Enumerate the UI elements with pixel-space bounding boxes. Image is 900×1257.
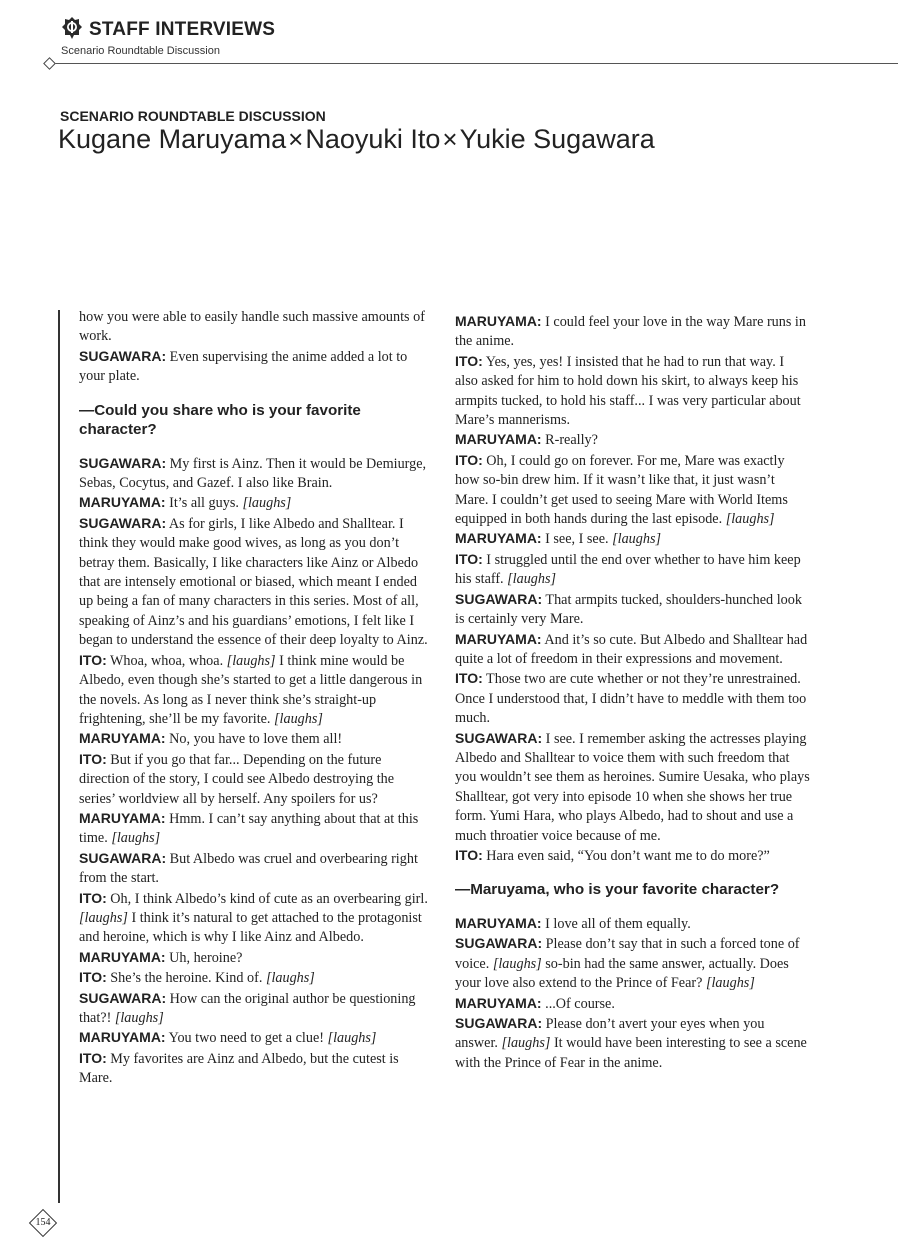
dialogue-line: [79, 651, 429, 730]
speaker-name: ITO:: [79, 889, 107, 906]
dialogue-line: [79, 948, 429, 968]
speaker-name: ITO:: [79, 651, 107, 668]
stage-direction: [laughs]: [725, 511, 775, 528]
dialogue-text: Yes, yes, yes! I insisted that he had to run that way. I also asked for him to hold down his skirt, to always keep his armpits tucked, to hold his staff... I was very particular about Mare’s mannerisms.: [455, 353, 801, 429]
speaker-name: ITO:: [79, 969, 107, 986]
speaker-name: SUGAWARA:: [79, 989, 167, 1006]
speaker-name: ITO:: [79, 1049, 107, 1066]
column-rule: [58, 310, 60, 1203]
speaker-name: MARUYAMA:: [79, 730, 166, 747]
speaker-name: SUGAWARA:: [79, 849, 167, 866]
dialogue-line: [79, 514, 429, 651]
dialogue-line: [79, 454, 429, 494]
dialogue-text: But Albedo was cruel and overbearing right from the start.: [79, 850, 418, 887]
dialogue-text: how you were able to easily handle such massive amounts of work.: [79, 309, 425, 345]
left-column: [79, 308, 429, 1089]
dialogue-line: [79, 989, 429, 1029]
diamond-ornament-icon: [43, 57, 56, 70]
dialogue-line: [455, 630, 810, 670]
stage-direction: [laughs]: [705, 975, 755, 992]
dialogue-line: [455, 451, 810, 530]
dialogue-line: [455, 1014, 810, 1073]
dialogue-line: [79, 347, 429, 387]
stage-direction: [laughs]: [242, 495, 292, 512]
stage-direction: [laughs]: [501, 1035, 551, 1052]
dialogue-line: [455, 846, 810, 866]
speaker-name: SUGAWARA:: [455, 729, 543, 746]
dialogue-line: [455, 994, 810, 1014]
interview-question: —Could you share who is your favorite character?: [79, 401, 361, 439]
stage-direction: [laughs]: [111, 830, 161, 847]
dialogue-text: She’s the heroine. Kind of.: [106, 970, 266, 987]
interview-question: —Maruyama, who is your favorite character?: [455, 881, 780, 899]
dialogue-text: It would have been interesting to see a scene with the Prince of Fear in the anime.: [455, 1035, 807, 1071]
speaker-name: MARUYAMA:: [455, 431, 542, 448]
dialogue-text: R-really?: [541, 432, 598, 449]
dialogue-text: I love all of them equally.: [541, 915, 691, 932]
stage-direction: [laughs]: [265, 970, 315, 987]
dialogue-line: [79, 750, 429, 809]
dialogue-text: Even supervising the anime added a lot to your plate.: [79, 348, 408, 385]
dialogue-text: Those two are cute whether or not they’re unrestrained. Once I understood that, I didn’t have to meddle with them too much.: [455, 671, 807, 727]
dialogue-line: [79, 849, 429, 889]
dialogue-text: I see. I remember asking the actresses playing Albedo and Shalltear to voice them with such freedom that you wouldn’t see them as heroines. Sumire Uesaka, who plays Shalltear, got very into episode 10 when she shows her true form. Yumi Hara, who plays Albedo, had to shout and use a much throatier voice because of me.: [455, 730, 810, 844]
dialogue-line: [455, 669, 810, 728]
dialogue-text: so-bin had the same answer, actually. Does your love also extend to the Prince of Fear?: [455, 955, 789, 992]
article-kicker: SCENARIO ROUNDTABLE DISCUSSION: [60, 108, 326, 124]
stage-direction: [laughs]: [274, 710, 323, 727]
page-number: 154: [35, 1217, 51, 1228]
stage-direction: [laughs]: [327, 1030, 377, 1047]
speaker-name: SUGAWARA:: [455, 1014, 543, 1031]
speaker-name: ITO:: [455, 352, 483, 369]
dialogue-line: [455, 914, 810, 934]
dialogue-text: It’s all guys.: [165, 495, 243, 512]
dialogue-line: [79, 729, 429, 749]
dialogue-line: [79, 968, 429, 988]
speaker-name: SUGAWARA:: [455, 590, 543, 607]
participant-name: Kugane Maruyama: [58, 124, 287, 154]
dialogue-line: [455, 430, 810, 450]
dialogue-text: My first is Ainz. Then it would be Demiurge, Sebas, Cocytus, and Gazef. I also like Brain.: [79, 455, 427, 492]
dialogue-text: Please don’t avert your eyes when you answer.: [455, 1015, 765, 1052]
speaker-name: SUGAWARA:: [79, 514, 167, 531]
dialogue-text: ...Of course.: [541, 995, 615, 1012]
dialogue-text: I struggled until the end over whether to have him keep his staff.: [455, 551, 801, 588]
cross-separator-icon: ×: [288, 124, 304, 154]
speaker-name: MARUYAMA:: [455, 630, 542, 647]
guild-crest-icon: [60, 16, 84, 40]
dialogue-text: As for girls, I like Albedo and Shalltear. I think they would make good wives, as long as you don’t betray them. Basically, I like characters like Ainz or Albedo that are intensely emotional or biased, which meant I ended up being a fan of many characters in this series. Most of all, speaking of Ainz’s and his guardians’ emotions, I felt like I began to understand the essence of their deep loyalty to Ainz.: [79, 515, 428, 649]
dialogue-line: [79, 1049, 429, 1089]
dialogue-line: [455, 529, 810, 549]
speaker-name: ITO:: [455, 846, 483, 863]
speaker-name: MARUYAMA:: [79, 948, 166, 965]
speaker-name: MARUYAMA:: [79, 494, 166, 511]
speaker-name: MARUYAMA:: [455, 994, 542, 1011]
dialogue-line: [455, 352, 810, 431]
speaker-name: SUGAWARA:: [455, 935, 543, 952]
dialogue-line: [455, 312, 810, 352]
dialogue-text: That armpits tucked, shoulders-hunched look is certainly very Mare.: [455, 591, 802, 628]
speaker-name: MARUYAMA:: [79, 1029, 166, 1046]
right-column: [455, 312, 810, 1073]
dialogue-text: Oh, I think Albedo’s kind of cute as an overbearing girl.: [106, 890, 428, 907]
dialogue-text: I could feel your love in the way Mare runs in the anime.: [455, 314, 806, 350]
speaker-name: SUGAWARA:: [79, 454, 167, 471]
dialogue-text: Hmm. I can’t say anything about that at this time.: [79, 810, 419, 847]
header-divider: [50, 63, 898, 64]
participant-name: Naoyuki Ito: [305, 124, 441, 154]
speaker-name: MARUYAMA:: [455, 313, 542, 329]
text-paragraph: [79, 308, 429, 347]
dialogue-text: But if you go that far... Depending on the future direction of the story, I could see Albedo destroying the series’ worldview all by herself. Any spoilers for us?: [79, 751, 395, 807]
speaker-name: ITO:: [455, 451, 483, 468]
dialogue-line: [455, 934, 810, 993]
stage-direction: [laughs]: [114, 1010, 164, 1026]
dialogue-text: Oh, I could go on forever. For me, Mare was exactly how so-bin drew him. If it wasn’t like that, it just wasn’t Mare. I couldn’t get used to seeing Mare with World Items equipped in both hands during the last episode.: [455, 452, 788, 528]
page-number-badge: [30, 1210, 56, 1236]
cross-separator-icon: ×: [442, 124, 458, 154]
dialogue-line: [79, 493, 429, 513]
speaker-name: MARUYAMA:: [79, 809, 166, 826]
dialogue-line: [79, 809, 429, 849]
dialogue-text: I think mine would be Albedo, even though she’s started to get a little dangerous in the novels. As long as I never think she’s straight-up frightening, she’ll be my favorite.: [79, 652, 423, 727]
dialogue-text: How can the original author be questioning that?!: [79, 990, 416, 1026]
speaker-name: ITO:: [79, 750, 107, 767]
dialogue-text: You two need to get a clue!: [165, 1030, 328, 1047]
stage-direction: [laughs]: [79, 909, 128, 926]
dialogue-text: My favorites are Ainz and Albedo, but the cutest is Mare.: [79, 1050, 399, 1087]
stage-direction: [laughs]: [492, 955, 542, 972]
section-title: STAFF INTERVIEWS: [89, 19, 276, 40]
stage-direction: [laughs]: [507, 571, 557, 588]
dialogue-line: [455, 550, 810, 590]
participant-name: Yukie Sugawara: [459, 124, 655, 154]
dialogue-text: Uh, heroine?: [165, 949, 243, 966]
stage-direction: [laughs]: [612, 531, 661, 548]
dialogue-text: I see, I see.: [541, 531, 613, 548]
dialogue-line: [455, 729, 810, 846]
dialogue-text: Whoa, whoa, whoa.: [106, 652, 227, 669]
speaker-name: MARUYAMA:: [455, 530, 542, 547]
dialogue-line: [79, 889, 429, 948]
speaker-name: ITO:: [455, 550, 483, 567]
page-header: [0, 0, 900, 80]
dialogue-text: I think it’s natural to get attached to the protagonist and heroine, which is why I like Ainz and Albedo.: [79, 909, 422, 946]
speaker-name: ITO:: [455, 670, 483, 687]
dialogue-text: Please don’t say that in such a forced tone of voice.: [455, 936, 800, 972]
speaker-name: MARUYAMA:: [455, 914, 542, 931]
dialogue-text: No, you have to love them all!: [165, 731, 343, 748]
dialogue-line: [79, 1028, 429, 1048]
dialogue-text: And it’s so cute. But Albedo and Shalltear had quite a lot of freedom in their expressions and movement.: [455, 631, 808, 667]
dialogue-text: Hara even said, “You don’t want me to do more?”: [482, 847, 770, 864]
dialogue-line: [455, 590, 810, 630]
article-title: [58, 124, 655, 155]
section-subtitle: Scenario Roundtable Discussion: [61, 45, 220, 57]
stage-direction: [laughs]: [226, 652, 276, 669]
speaker-name: SUGAWARA:: [79, 347, 167, 364]
